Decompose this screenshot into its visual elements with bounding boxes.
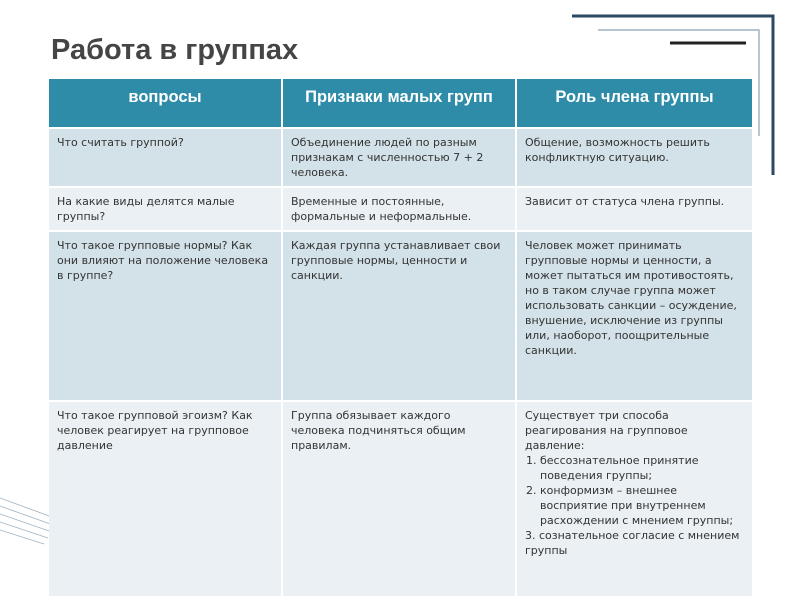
role-cell	[516, 401, 752, 596]
question-cell: Что такое групповой эгоизм? Как человек реагирует на групповое давление	[49, 401, 282, 596]
role-intro: Существует три способа реагирования на групповое давление:	[525, 409, 688, 452]
question-cell: На какие виды делятся малые группы?	[49, 187, 282, 231]
reaction-list	[525, 453, 744, 528]
table-row	[49, 231, 752, 401]
signs-cell: Группа обязывает каждого человека подчиняться общим правилам.	[282, 401, 516, 596]
table-row	[49, 128, 752, 187]
question-cell: Что считать группой?	[49, 128, 282, 187]
signs-cell: Объединение людей по разным признакам с численностью 7 + 2 человека.	[282, 128, 516, 187]
groups-table	[49, 79, 752, 596]
question-cell: Что такое групповые нормы? Как они влияют на положение человека в группе?	[49, 231, 282, 401]
role-cell: Человек может принимать групповые нормы и ценности, а может пытаться им противостоять, но в таком случае группа может использовать санкции – осуждение, внушение, исключение из группы или, наоборот, поощрительные санкции.	[516, 231, 752, 401]
table-header-row	[49, 79, 752, 128]
reaction-item: 1. бессознательное принятие поведения группы;	[540, 453, 744, 483]
reaction-item: 2. конформизм – внешнее восприятие при внутреннем расхождении с мнением группы;	[540, 483, 744, 528]
table-row	[49, 187, 752, 231]
reaction-item-3: 3. сознательное согласие с мнением группы	[525, 529, 740, 557]
header-signs: Признаки малых групп	[282, 79, 516, 128]
header-questions: вопросы	[49, 79, 282, 128]
role-cell: Общение, возможность решить конфликтную ситуацию.	[516, 128, 752, 187]
table-row	[49, 401, 752, 596]
role-cell: Зависит от статуса члена группы.	[516, 187, 752, 231]
signs-cell: Каждая группа устанавливает свои групповые нормы, ценности и санкции.	[282, 231, 516, 401]
page-title: Работа в группах	[51, 34, 299, 66]
signs-cell: Временные и постоянные, формальные и неформальные.	[282, 187, 516, 231]
header-role: Роль члена группы	[516, 79, 752, 128]
